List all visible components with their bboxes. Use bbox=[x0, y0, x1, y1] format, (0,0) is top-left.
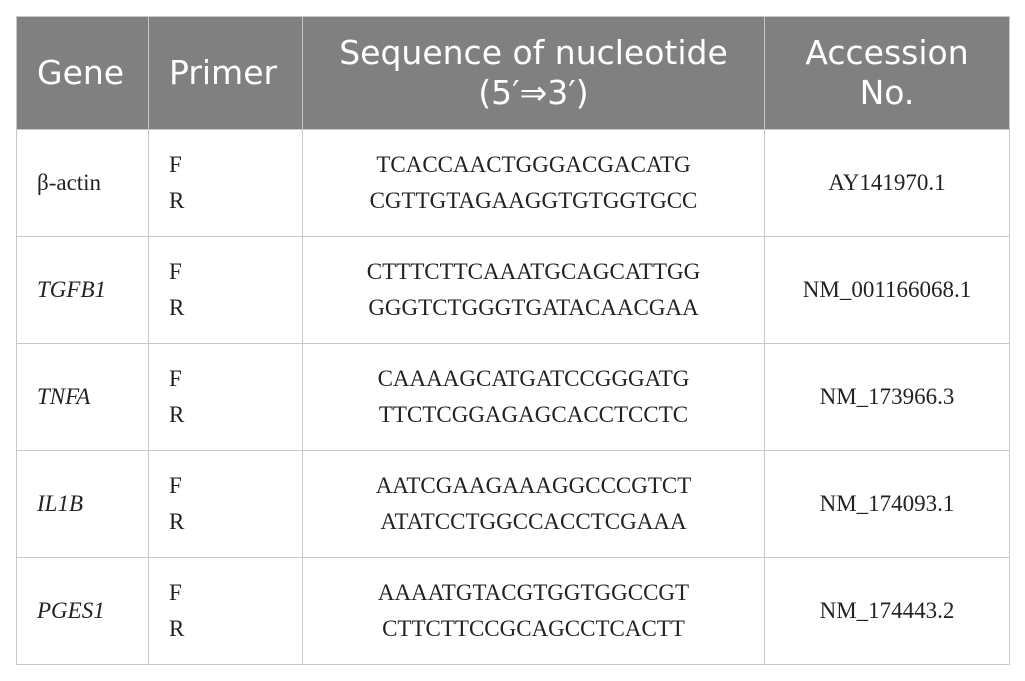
gene-cell: TNFA bbox=[17, 344, 149, 451]
forward-label: F bbox=[169, 580, 182, 605]
accession-header-line2: No. bbox=[859, 73, 915, 112]
accession-cell: AY141970.1 bbox=[765, 130, 1010, 237]
table-row bbox=[17, 558, 1010, 665]
primer-cell bbox=[149, 130, 303, 237]
reverse-label: R bbox=[169, 188, 185, 213]
reverse-sequence: CGTTGTAGAAGGTGTGGTGCC bbox=[369, 188, 698, 213]
forward-label: F bbox=[169, 152, 182, 177]
sequence-cell bbox=[303, 451, 765, 558]
gene-cell: PGES1 bbox=[17, 558, 149, 665]
primer-cell bbox=[149, 451, 303, 558]
accession-cell: NM_174093.1 bbox=[765, 451, 1010, 558]
forward-sequence: TCACCAACTGGGACGACATG bbox=[376, 152, 691, 177]
gene-cell: TGFB1 bbox=[17, 237, 149, 344]
reverse-sequence: TTCTCGGAGAGCACCTCCTC bbox=[378, 402, 689, 427]
sequence-column-header bbox=[303, 17, 765, 130]
reverse-sequence: GGGTCTGGGTGATACAACGAA bbox=[368, 295, 699, 320]
primer-cell bbox=[149, 344, 303, 451]
accession-cell: NM_173966.3 bbox=[765, 344, 1010, 451]
forward-sequence: CTTTCTTCAAATGCAGCATTGG bbox=[366, 259, 701, 284]
accession-cell: NM_174443.2 bbox=[765, 558, 1010, 665]
accession-cell: NM_001166068.1 bbox=[765, 237, 1010, 344]
gene-column-header: Gene bbox=[17, 17, 149, 130]
sequence-cell bbox=[303, 558, 765, 665]
gene-cell: β-actin bbox=[17, 130, 149, 237]
table-row bbox=[17, 130, 1010, 237]
reverse-sequence: ATATCCTGGCCACCTCGAAA bbox=[380, 509, 687, 534]
reverse-label: R bbox=[169, 509, 185, 534]
table-body bbox=[17, 130, 1010, 665]
table-row bbox=[17, 344, 1010, 451]
forward-sequence: AAAATGTACGTGGTGGCCGT bbox=[377, 580, 690, 605]
reverse-label: R bbox=[169, 295, 185, 320]
forward-label: F bbox=[169, 259, 182, 284]
forward-label: F bbox=[169, 366, 182, 391]
primer-table bbox=[16, 16, 1010, 665]
accession-column-header bbox=[765, 17, 1010, 130]
primer-cell bbox=[149, 558, 303, 665]
header-row bbox=[17, 17, 1010, 130]
reverse-label: R bbox=[169, 616, 185, 641]
gene-cell: IL1B bbox=[17, 451, 149, 558]
forward-sequence: AATCGAAGAAAGGCCCGTCT bbox=[375, 473, 692, 498]
reverse-sequence: CTTCTTCCGCAGCCTCACTT bbox=[382, 616, 685, 641]
sequence-cell bbox=[303, 237, 765, 344]
forward-sequence: CAAAAGCATGATCCGGGATG bbox=[377, 366, 690, 391]
table-header bbox=[17, 17, 1010, 130]
sequence-header-line1: Sequence of nucleotide bbox=[339, 33, 728, 72]
sequence-cell bbox=[303, 130, 765, 237]
accession-header-line1: Accession bbox=[805, 33, 969, 72]
table-row bbox=[17, 451, 1010, 558]
table-row bbox=[17, 237, 1010, 344]
reverse-label: R bbox=[169, 402, 185, 427]
sequence-cell bbox=[303, 344, 765, 451]
primer-column-header: Primer bbox=[149, 17, 303, 130]
forward-label: F bbox=[169, 473, 182, 498]
primer-cell bbox=[149, 237, 303, 344]
sequence-header-line2: (5′⇒3′) bbox=[478, 73, 589, 112]
